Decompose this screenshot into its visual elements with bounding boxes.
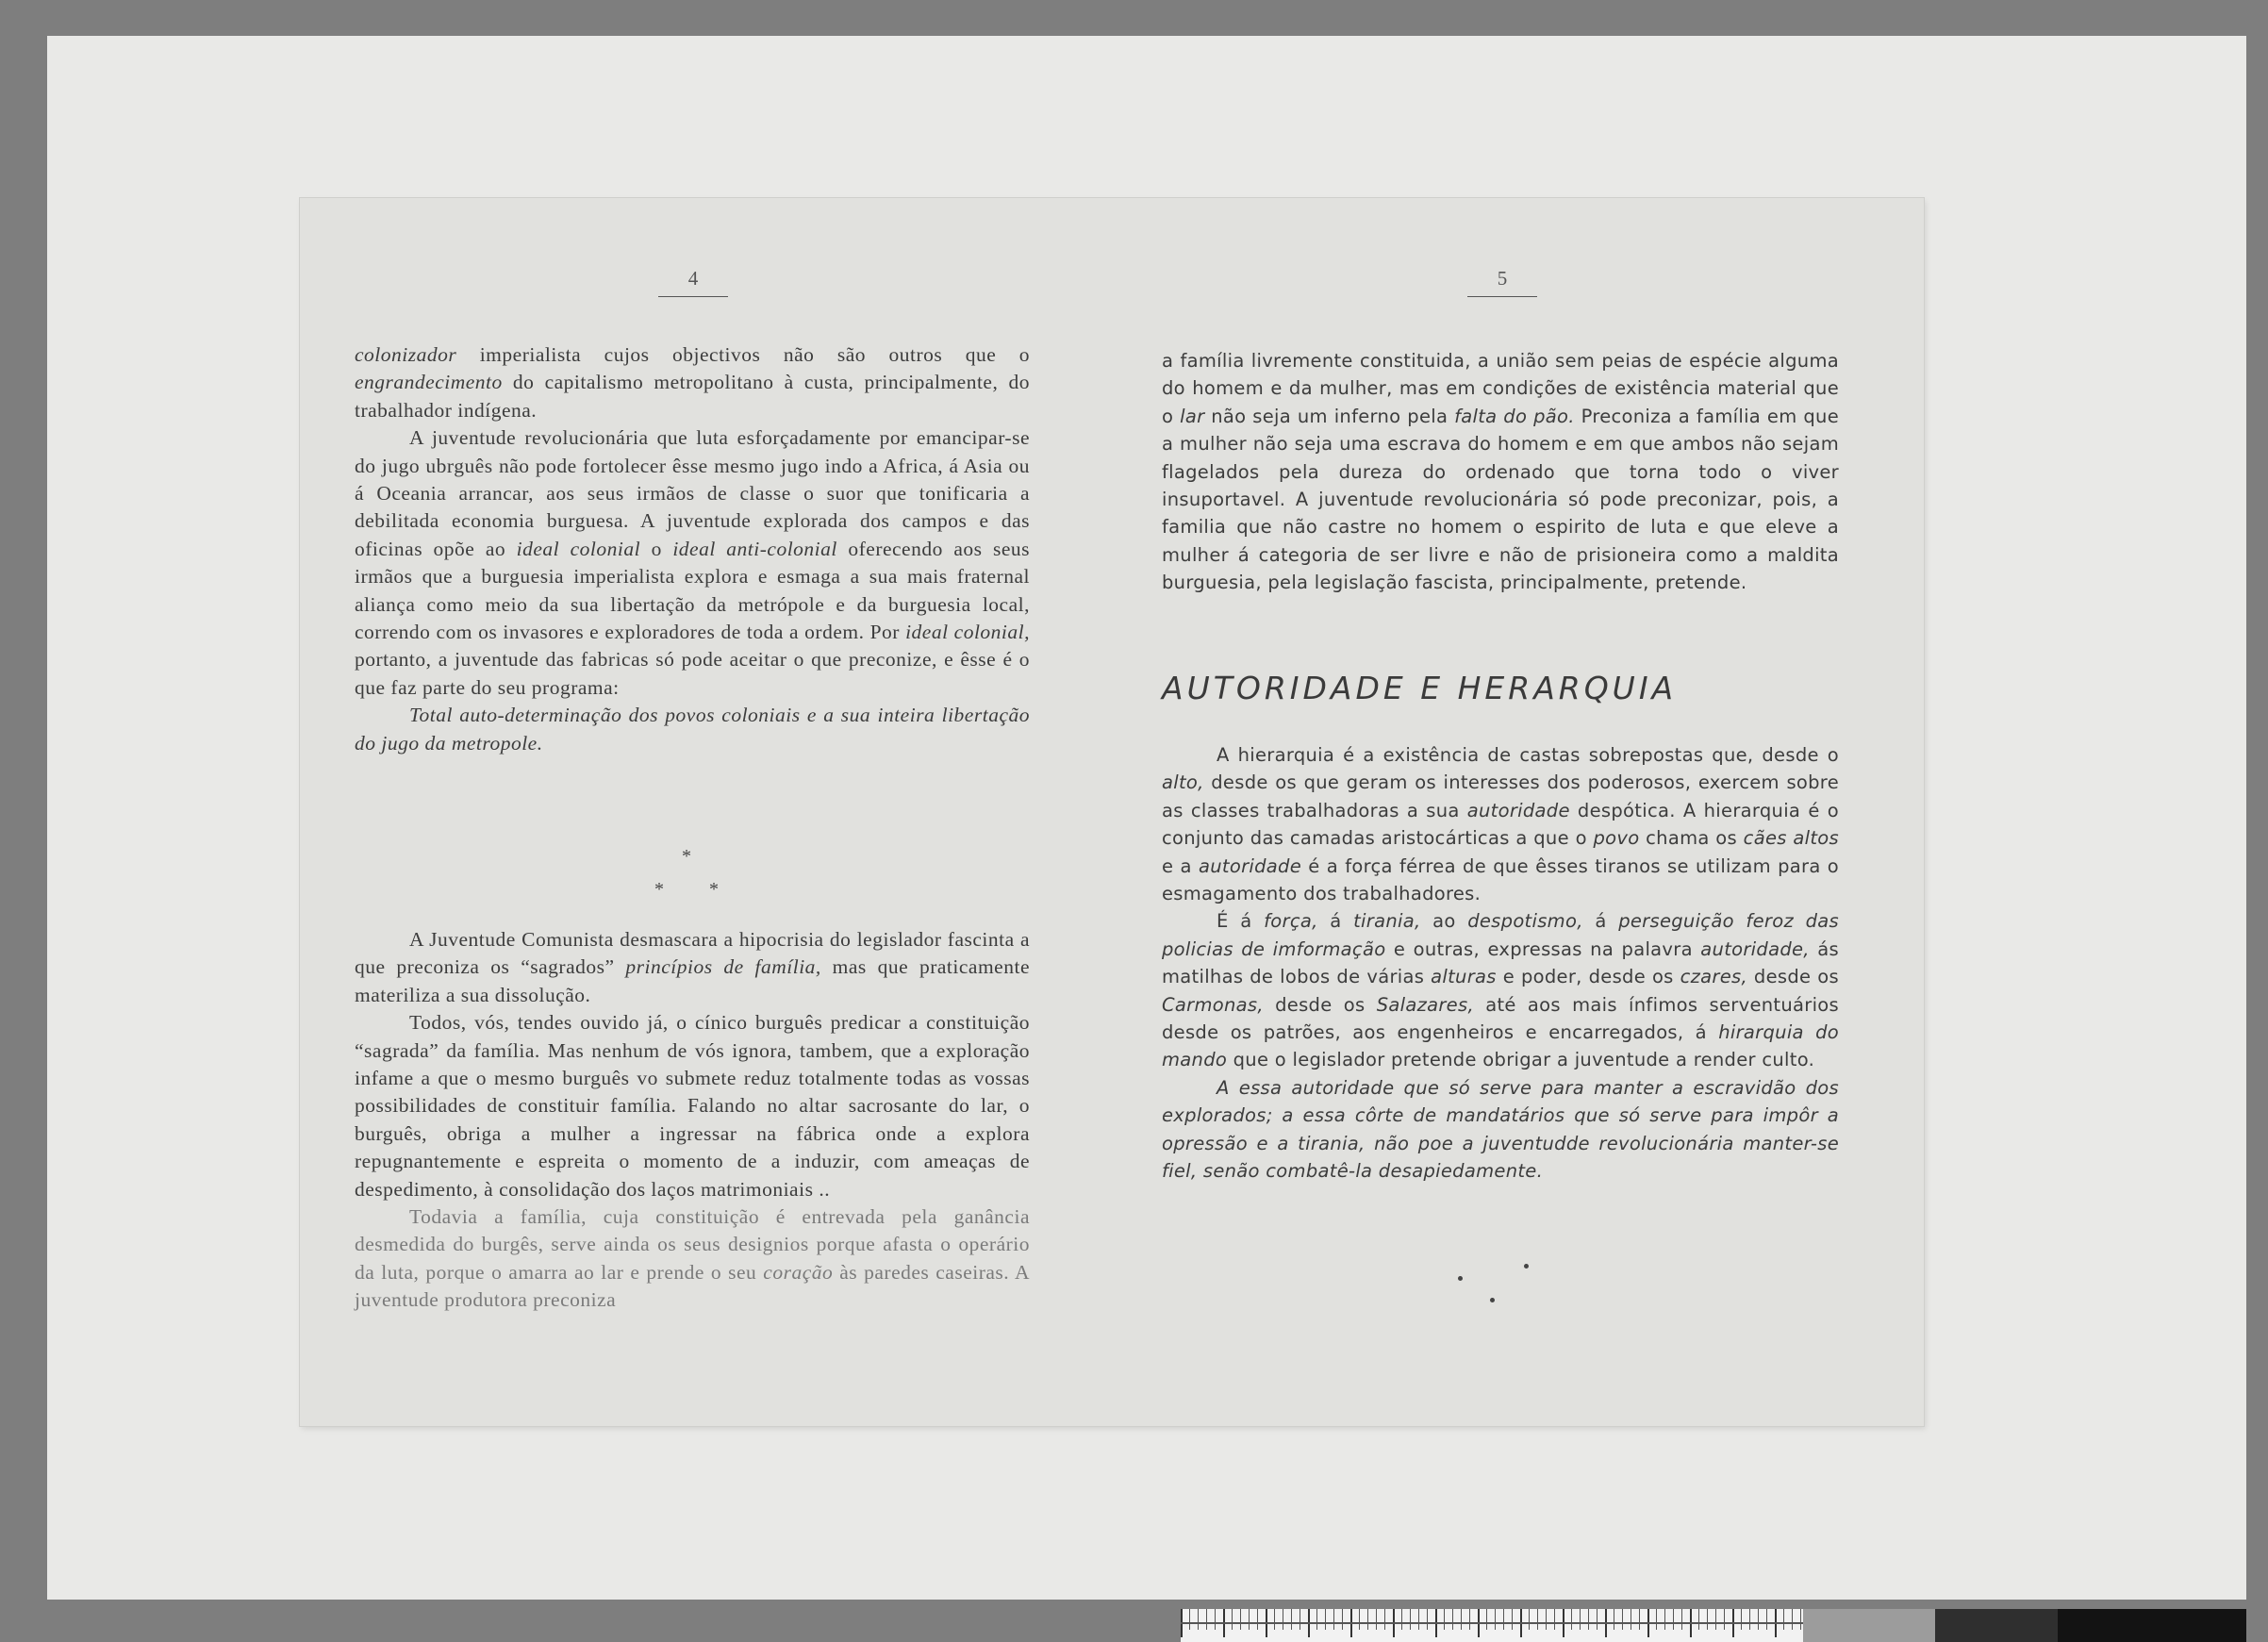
text-run: Preconiza a família em que a mulher não seja uma escrava do homem e em que ambos não sejam flagelados pela dureza do ordenado que torna todo o viver insuportavel. A juventude revolucionária só pode preconizar, pois, a familia que não castre no homem o espirito de luta e que eleve a mulher á categoria de ser livre e não de prisioneira como a maldita burguesia, pela legislação fascista, principalmente, pretende. xyxy=(1162,405,1840,594)
text-run: a família livremente constituida, a união sem peias de espécie alguma do homem e da mulher, mas em condições de existência material que o xyxy=(1162,350,1839,427)
left-page-text-bottom xyxy=(355,926,1030,1315)
italic-text-run: autoridade xyxy=(1466,799,1570,821)
separator-star: * xyxy=(654,879,664,900)
italic-text-run: alturas xyxy=(1431,966,1497,988)
italic-text-run: ideal colonial, xyxy=(905,621,1031,644)
text-run: desde os xyxy=(1263,993,1377,1016)
page-number-right: 5 xyxy=(1467,267,1537,297)
paragraph xyxy=(355,1203,1030,1315)
text-run: Todos, vós, tendes ouvido já, o cínico burguês predicar a constituição “sagrada” da família. Mas nenhum de vós ignora, tambem, que a exploração infame a que o mesmo burguês vo submete reduz totalmente todas as vossas possibilidades de constituir família. Falando no altar sacrosante do lar, o burguês, obriga a mulher a ingressar na fábrica onde a explora repugnantemente e espreita o momento de a induzir, com ameaças de despedimento, à consolidação dos laços matrimoniais .. xyxy=(355,1011,1030,1201)
italic-text-run: cães altos xyxy=(1743,827,1839,850)
left-page-text-top xyxy=(355,341,1030,757)
italic-text-run: ideal colonial xyxy=(516,537,641,560)
text-run: é a força férrea de que êsses tiranos se utilizam para o esmagamento dos trabalhadores. xyxy=(1162,854,1840,905)
text-run: ás matilhas de lobos de várias xyxy=(1162,937,1839,988)
italic-text-run: força, xyxy=(1264,910,1318,933)
italic-text-run: Total auto-determinação dos povos coloniais e a sua inteira libertação do jugo da metropole. xyxy=(355,704,1030,755)
text-run: mas que praticamente materiliza a sua dissolução. xyxy=(355,955,1030,1006)
italic-text-run: hirarquia do mando xyxy=(1162,1021,1839,1071)
paragraph xyxy=(1162,907,1839,1073)
text-run: até aos mais ínfimos serventuários desde os patrões, aos engenheiros e encarregados, á xyxy=(1162,993,1839,1044)
text-run: á xyxy=(1582,910,1619,933)
italic-text-run: autoridade, xyxy=(1700,937,1810,960)
paragraph xyxy=(355,702,1030,757)
text-run: A Juventude Comunista desmascara a hipocrisia do legislador fascinta a que preconiza os “sagrados” xyxy=(355,928,1030,979)
text-run: não seja um inferno pela xyxy=(1204,405,1455,427)
text-run: que o legislador pretende obrigar a juventude a render culto. xyxy=(1227,1049,1815,1071)
italic-text-run: colonizador xyxy=(355,343,457,366)
gray-swatch-black xyxy=(2058,1609,2246,1642)
text-run: e a xyxy=(1162,854,1199,877)
text-run: portanto, a juventude das fabricas só pode aceitar o que preconize, e êsse é o que faz parte do seu programa: xyxy=(355,648,1030,699)
text-run: e poder, desde os xyxy=(1496,966,1680,988)
italic-text-run: lar xyxy=(1180,405,1205,427)
ruler-line xyxy=(1181,1622,1803,1624)
italic-text-run: engrandecimento xyxy=(355,371,503,394)
text-run: á xyxy=(1317,910,1354,933)
text-run: chama os xyxy=(1639,827,1744,850)
text-run: A juventude revolucionária que luta esforçadamente por emancipar-se do jugo ubrguês não pode fortolecer êsse mesmo jugo indo a Africa, á Asia ou á Oceania arrancar, aos seus irmãos de classe o suor que tonificaria a debilitada economia burguesa. A juventude explorada dos campos e das oficinas opõe ao xyxy=(355,426,1030,560)
paragraph xyxy=(355,926,1030,1009)
text-run: do capitalismo metropolitano à custa, principalmente, do trabalhador indígena. xyxy=(355,371,1030,422)
italic-text-run: tirania, xyxy=(1353,910,1421,933)
page-number-left: 4 xyxy=(658,267,728,297)
text-run: às paredes caseiras. A juventude produtora preconiza xyxy=(355,1260,1030,1312)
text-run: imperialista cujos objectivos não são outros que o xyxy=(456,343,1030,366)
scale-ruler xyxy=(1181,1609,2246,1642)
section-heading: AUTORIDADE E HERARQUIA xyxy=(1162,670,1678,706)
right-page-text-bottom xyxy=(1162,741,1839,1186)
italic-text-run: povo xyxy=(1593,827,1640,850)
italic-text-run: ideal anti-colonial xyxy=(672,537,837,560)
text-run: desde os que geram os interesses dos poderosos, exercem sobre as classes trabalhadoras a sua xyxy=(1162,771,1839,821)
end-mark-dot xyxy=(1490,1298,1495,1302)
paragraph xyxy=(355,1009,1030,1203)
text-run: oferecendo aos seus irmãos que a burguesia imperialista explora e esmaga a sua mais fraternal aliança como meio da sua libertação da metrópole e da burguesia local, correndo com os invasores e exploradores de toda a ordem. Por xyxy=(355,537,1031,644)
text-run: desde os xyxy=(1747,966,1839,988)
italic-text-run: Salazares, xyxy=(1376,993,1474,1016)
end-mark-dot xyxy=(1458,1276,1463,1281)
paragraph xyxy=(355,424,1030,702)
separator-star: * xyxy=(682,846,691,867)
italic-text-run: coração xyxy=(763,1260,834,1284)
gray-swatch-dark xyxy=(1935,1609,2058,1642)
italic-text-run: perseguição feroz das policias de imformação xyxy=(1162,910,1839,960)
italic-text-run: despotismo, xyxy=(1467,910,1583,933)
text-run: É á xyxy=(1217,910,1265,933)
text-run: o xyxy=(640,537,673,560)
italic-text-run: falta do pão. xyxy=(1454,405,1575,427)
separator-star: * xyxy=(709,879,719,900)
paragraph xyxy=(1162,741,1839,907)
text-run: despótica. A hierarquia é o conjunto das camadas aristocárticas a que o xyxy=(1162,799,1839,850)
text-run: Todavia a família, cuja constituição é entrevada pela ganância desmedida do burgês, serve ainda os seus designios porque afasta o operário da luta, porque o amarra ao lar e prende o seu xyxy=(355,1205,1030,1284)
italic-text-run: autoridade xyxy=(1198,854,1302,877)
paragraph xyxy=(1162,1074,1839,1186)
gray-swatch-light xyxy=(1803,1609,1935,1642)
paragraph xyxy=(1162,347,1839,597)
italic-text-run: alto, xyxy=(1162,771,1204,794)
text-run: ao xyxy=(1420,910,1468,933)
text-run: e outras, expressas na palavra xyxy=(1385,937,1701,960)
italic-text-run: czares, xyxy=(1680,966,1747,988)
paragraph xyxy=(355,341,1030,424)
text-run: A hierarquia é a existência de castas sobrepostas que, desde o xyxy=(1217,744,1839,766)
italic-text-run: princípios de família, xyxy=(625,955,821,979)
right-page-text-top xyxy=(1162,347,1839,597)
italic-text-run: A essa autoridade que só serve para manter a escravidão dos explorados; a essa côrte de mandatários que só serve para impôr a opressão e a tirania, não poe a juventudde revolucionária manter-se fiel, senão combatê-la desapiedamente. xyxy=(1162,1076,1839,1183)
end-mark-dot xyxy=(1524,1264,1529,1269)
italic-text-run: Carmonas, xyxy=(1162,993,1264,1016)
